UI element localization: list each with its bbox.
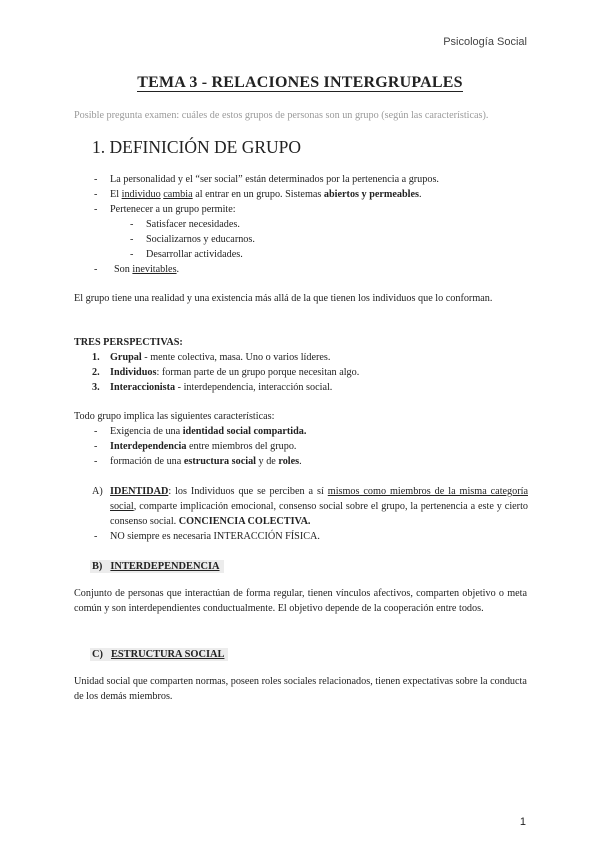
identity-block: A) IDENTIDAD: los Individuos que se perciben a sí mismos como miembros de la misma categoría social, comparte implicación emocional, consenso social sobre el grupo, la pertenencia a este y cierto consenso social. CONCIENCIA COLECTIVA. - NO siempre es necesaria INTERACCIÓN FÍSICA.: [92, 484, 528, 544]
sub-list-item: - Socializarnos y educarnos.: [128, 232, 532, 247]
section-heading-definicion: 1. DEFINICIÓN DE GRUPO: [92, 137, 302, 157]
perspectives-heading: TRES PERSPECTIVAS:: [74, 337, 183, 348]
section-heading-estructura: C) ESTRUCTURA SOCIAL: [90, 644, 228, 662]
sub-list-item: - Satisfacer necesidades.: [128, 217, 532, 232]
identity-term: IDENTIDAD: [110, 486, 169, 497]
section-heading-interdependencia: B) INTERDEPENDENCIA: [90, 556, 224, 574]
page-title-text: TEMA 3 - RELACIONES INTERGRUPALES: [137, 74, 463, 91]
group-paragraph: El grupo tiene una realidad y una existencia más allá de la que tienen los individuos que lo conforman.: [74, 293, 493, 304]
perspective-item: 3. Interaccionista - interdependencia, interacción social.: [92, 382, 333, 393]
structure-paragraph: Unidad social que comparten normas, poseen roles sociales relacionados, tienen expectativas sobre la conducta de los demás miembros.: [74, 676, 527, 702]
interdependence-paragraph: Conjunto de personas que interactúan de forma regular, tienen vínculos afectivos, comparten objetivo o meta común y son interdependientes conductualmente. El objetivo depende de la cooperación entre todos.: [74, 588, 527, 614]
identity-label: A): [92, 486, 103, 497]
perspectives-list: [92, 350, 522, 395]
perspective-item: 2. Individuos: forman parte de un grupo porque necesitan algo.: [92, 367, 360, 378]
characteristics-intro: Todo grupo implica las siguientes características:: [74, 411, 275, 422]
exam-note: Posible pregunta examen: cuáles de estos grupos de personas son un grupo (según las características).: [74, 110, 489, 121]
identity-note: - NO siempre es necesaria INTERACCIÓN FÍSICA.: [92, 529, 528, 544]
list-item: - Exigencia de una identidad social compartida.: [92, 424, 522, 439]
list-item: - Pertenecer a un grupo permite:: [92, 202, 532, 217]
list-item: - La personalidad y el “ser social” están determinados por la pertenencia a grupos.: [92, 172, 532, 187]
page-number: 1: [519, 816, 526, 828]
definition-list: [92, 172, 532, 277]
perspective-item: 1. Grupal - mente colectiva, masa. Uno o varios líderes.: [92, 352, 331, 363]
header-subject: Psicología Social: [443, 36, 527, 48]
list-item: - Interdependencia entre miembros del grupo.: [92, 439, 522, 454]
list-item: - Son inevitables.: [92, 262, 532, 277]
list-item: - El individuo cambia al entrar en un grupo. Sistemas abiertos y permeables.: [92, 187, 532, 202]
sub-list-item: - Desarrollar actividades.: [128, 247, 532, 262]
characteristics-list: [92, 424, 522, 469]
list-item: - formación de una estructura social y de roles.: [92, 454, 522, 469]
page-title: [0, 74, 600, 92]
